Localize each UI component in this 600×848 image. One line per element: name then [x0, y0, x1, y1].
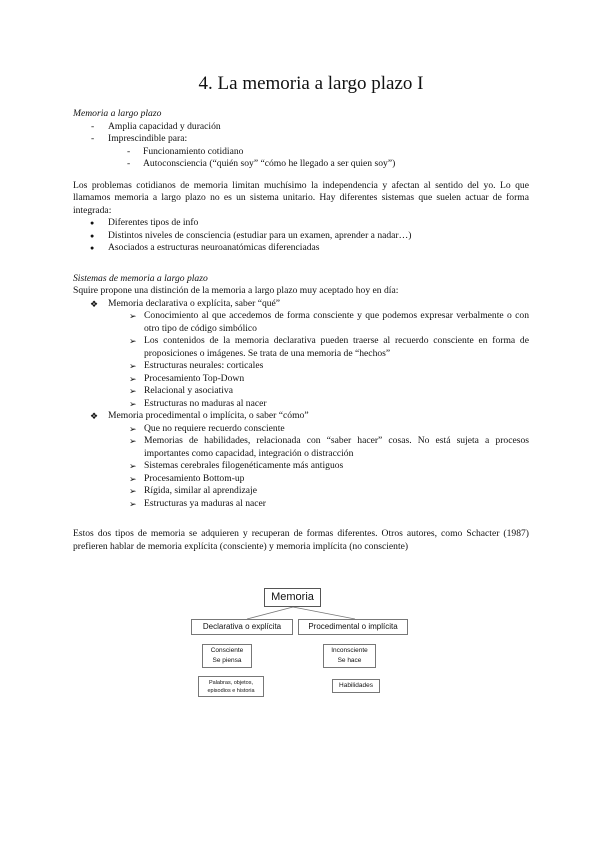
diagram-root-label: Memoria: [271, 591, 314, 603]
list-item: ➢ Estructuras ya maduras al nacer: [73, 498, 529, 511]
paragraph-squire: Squire propone una distinción de la memoria a largo plazo muy aceptado hoy en día:: [73, 285, 399, 296]
section-heading-sistemas: Sistemas de memoria a largo plazo: [73, 272, 208, 284]
diagram-inconsciente-line1: Inconsciente: [331, 647, 368, 654]
diagram-habilidades-label: Habilidades: [339, 682, 373, 689]
list-item-declarativa: ❖ Memoria declarativa o explícita, saber “qué”: [73, 298, 529, 311]
list-item: ➢ Los contenidos de la memoria declarativa pueden traerse al recuerdo consciente en forma de proposiciones o imágenes. Se trata de una memoria de “hechos”: [73, 335, 529, 360]
list-item: ➢ Que no requiere recuerdo consciente: [73, 423, 529, 436]
list-item: - Imprescindible para:: [73, 133, 529, 146]
diagram-declarativa-label: Declarativa o explícita: [202, 622, 282, 631]
diagram-declarativa-box: [191, 619, 293, 635]
list-item: ● Distintos niveles de consciencia (estudiar para un examen, aprender a nadar…): [73, 230, 529, 243]
connector-line: [293, 607, 355, 619]
diamond-list: [73, 298, 529, 311]
list-item: ➢ Conocimiento al que accedemos de forma consciente y que podemos expresar verbalmente o con otro tipo de código simbólico: [73, 310, 529, 335]
list-item: - Autoconsciencia (“quién soy” “cómo he llegado a ser quien soy”): [73, 158, 529, 171]
list-item: ➢ Estructuras no maduras al nacer: [73, 398, 529, 411]
diagram-palabras-line1: Palabras, objetos,: [208, 680, 254, 686]
list-item: ➢ Procesamiento Bottom-up: [73, 473, 529, 486]
document-page: [73, 72, 529, 553]
list-item: ➢ Estructuras neurales: corticales: [73, 360, 529, 373]
dash-list: [73, 121, 529, 146]
list-item-procedimental: ❖ Memoria procedimental o implícita, o saber “cómo”: [73, 410, 529, 423]
list-item: ➢ Rígida, similar al aprendizaje: [73, 485, 529, 498]
diagram-habilidades-box: [332, 679, 380, 693]
diagram-inconsciente-line2: Se hace: [337, 657, 362, 664]
diagram-root-box: [264, 588, 321, 607]
list-item: ➢ Relacional y asociativa: [73, 385, 529, 398]
list-item: ● Diferentes tipos de info: [73, 217, 529, 230]
diamond-list: [73, 410, 529, 423]
list-item: - Amplia capacidad y duración: [73, 121, 529, 134]
diagram-palabras-line2: episodios e historia: [207, 688, 255, 694]
arrow-list-declarativa: [73, 310, 529, 410]
sub-dash-list: [73, 146, 529, 171]
diagram-palabras-box: [198, 676, 264, 697]
list-item: ➢ Procesamiento Top-Down: [73, 373, 529, 386]
list-item: ➢ Sistemas cerebrales filogenéticamente más antiguos: [73, 460, 529, 473]
paragraph-closing: Estos dos tipos de memoria se adquieren y recuperan de formas diferentes. Otros autores, como Schacter (1987) prefieren hablar de memoria explícita (consciente) y memoria implícita (no consciente): [73, 528, 529, 552]
diagram-procedimental-box: [298, 619, 408, 635]
list-item: ➢ Memorias de habilidades, relacionada con “saber hacer” cosas. No está sujeta a procesos importantes como capacidad, integración o distracción: [73, 435, 529, 460]
list-item: ● Asociados a estructuras neuroanatómicas diferenciadas: [73, 242, 529, 255]
section-heading-memoria-largo-plazo: Memoria a largo plazo: [73, 108, 162, 119]
diagram-consciente-line2: Se piensa: [212, 657, 242, 664]
connector-line: [247, 607, 293, 619]
dot-list: [73, 217, 529, 255]
diagram-consciente-line1: Consciente: [210, 647, 244, 654]
page-title: 4. La memoria a largo plazo I: [198, 73, 424, 94]
diagram-inconsciente-box: [323, 644, 376, 668]
list-item: - Funcionamiento cotidiano: [73, 146, 529, 159]
arrow-list-procedimental: [73, 423, 529, 511]
paragraph-intro: Los problemas cotidianos de memoria limitan muchísimo la independencia y afectan al sentido del yo. Lo que llamamos memoria a largo plazo no es un sistema unitario. Hay diferentes sistemas que suelen actuar de forma integrada:: [73, 179, 529, 216]
diagram-procedimental-label: Procedimental o implícita: [308, 622, 398, 631]
diagram-consciente-box: [202, 644, 252, 668]
